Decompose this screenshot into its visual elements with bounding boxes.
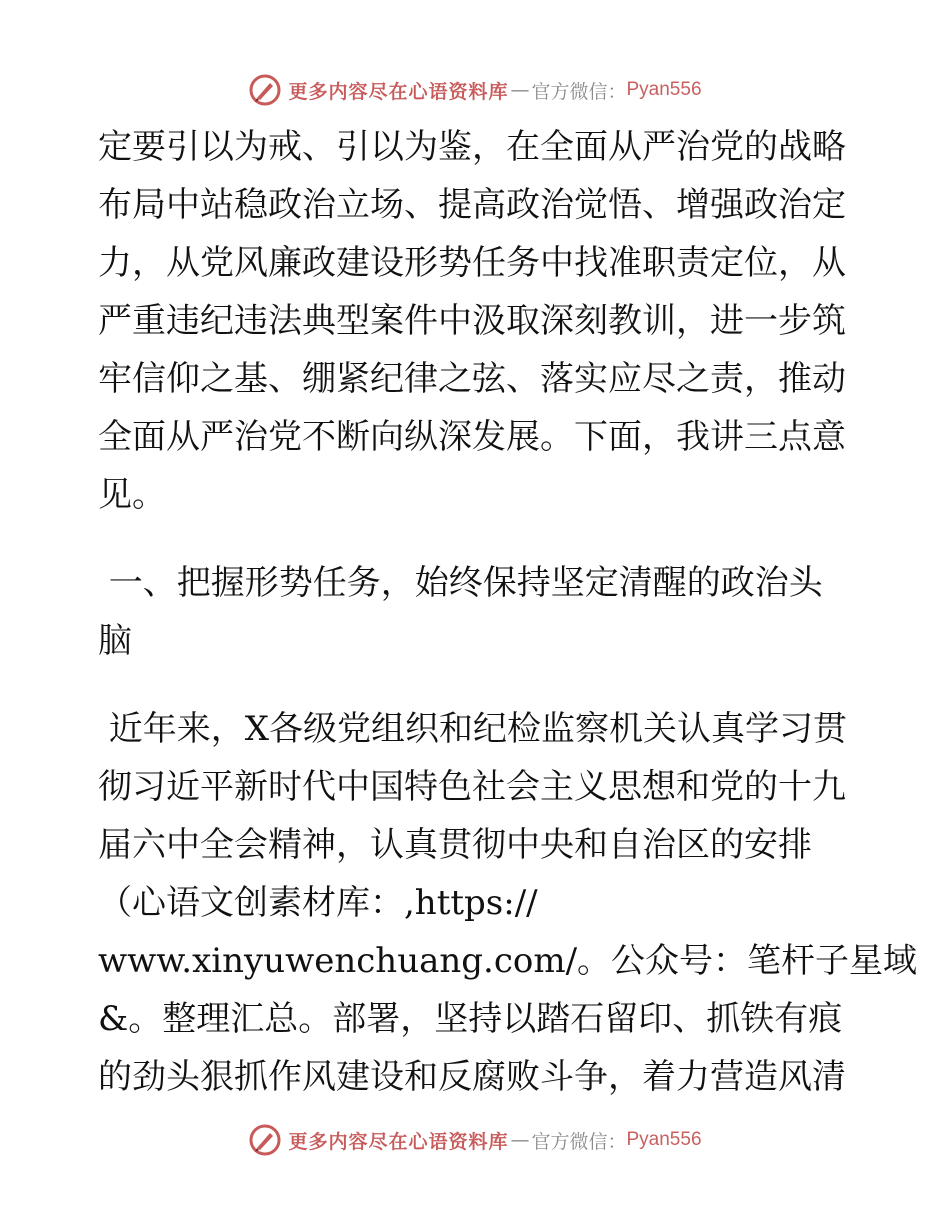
text-line: 全面从严治党不断向纵深发展。下面，我讲三点意 bbox=[98, 417, 846, 457]
section-heading bbox=[98, 554, 858, 670]
quill-logo-icon bbox=[248, 1123, 282, 1157]
banner-wechat-id: Pyan556 bbox=[626, 1129, 702, 1150]
banner-separator: — bbox=[510, 1129, 530, 1151]
text-line: 彻习近平新时代中国特色社会主义思想和党的十九 bbox=[98, 767, 846, 807]
text-line: 牢信仰之基、绷紧纪律之弦、落实应尽之责，推动 bbox=[98, 359, 846, 399]
text-line: 定要引以为戒、引以为鉴，在全面从严治党的战略 bbox=[98, 127, 846, 167]
heading-line: 脑 bbox=[98, 621, 132, 661]
text-line: &。整理汇总。部署，坚持以踏石留印、抓铁有痕 bbox=[98, 999, 843, 1039]
banner-title: 更多内容尽在心语资料库 bbox=[288, 80, 509, 103]
banner-separator: — bbox=[510, 79, 530, 101]
header-watermark bbox=[0, 70, 950, 110]
text-line: （心语文创素材库：,https:// bbox=[98, 883, 538, 923]
text-line: 近年来，X各级党组织和纪检监察机关认真学习贯 bbox=[98, 709, 848, 749]
document-body bbox=[98, 118, 918, 1106]
banner-wechat-label: 官方微信： bbox=[531, 80, 627, 103]
footer-watermark bbox=[0, 1120, 950, 1160]
banner-wechat-label: 官方微信： bbox=[531, 1130, 627, 1153]
paragraph-1 bbox=[98, 118, 858, 524]
text-line: 严重违纪违法典型案件中汲取深刻教训，进一步筑 bbox=[98, 301, 846, 341]
text-line: 的劲头狠抓作风建设和反腐败斗争，着力营造风清 bbox=[98, 1057, 846, 1097]
text-line: 力，从党风廉政建设形势任务中找准职责定位，从 bbox=[98, 243, 846, 283]
banner-wechat-id: Pyan556 bbox=[626, 79, 702, 100]
text-line: 届六中全会精神，认真贯彻中央和自治区的安排 bbox=[98, 825, 812, 865]
quill-logo-icon bbox=[248, 73, 282, 107]
text-line: 布局中站稳政治立场、提高政治觉悟、增强政治定 bbox=[98, 185, 846, 225]
paragraph-2 bbox=[98, 700, 918, 1106]
heading-line: 一、把握形势任务，始终保持坚定清醒的政治头 bbox=[98, 563, 823, 603]
text-line: www.xinyuwenchuang.com/。公众号：笔杆子星域 bbox=[98, 941, 918, 981]
banner-title: 更多内容尽在心语资料库 bbox=[288, 1130, 509, 1153]
text-line: 见。 bbox=[98, 475, 166, 515]
